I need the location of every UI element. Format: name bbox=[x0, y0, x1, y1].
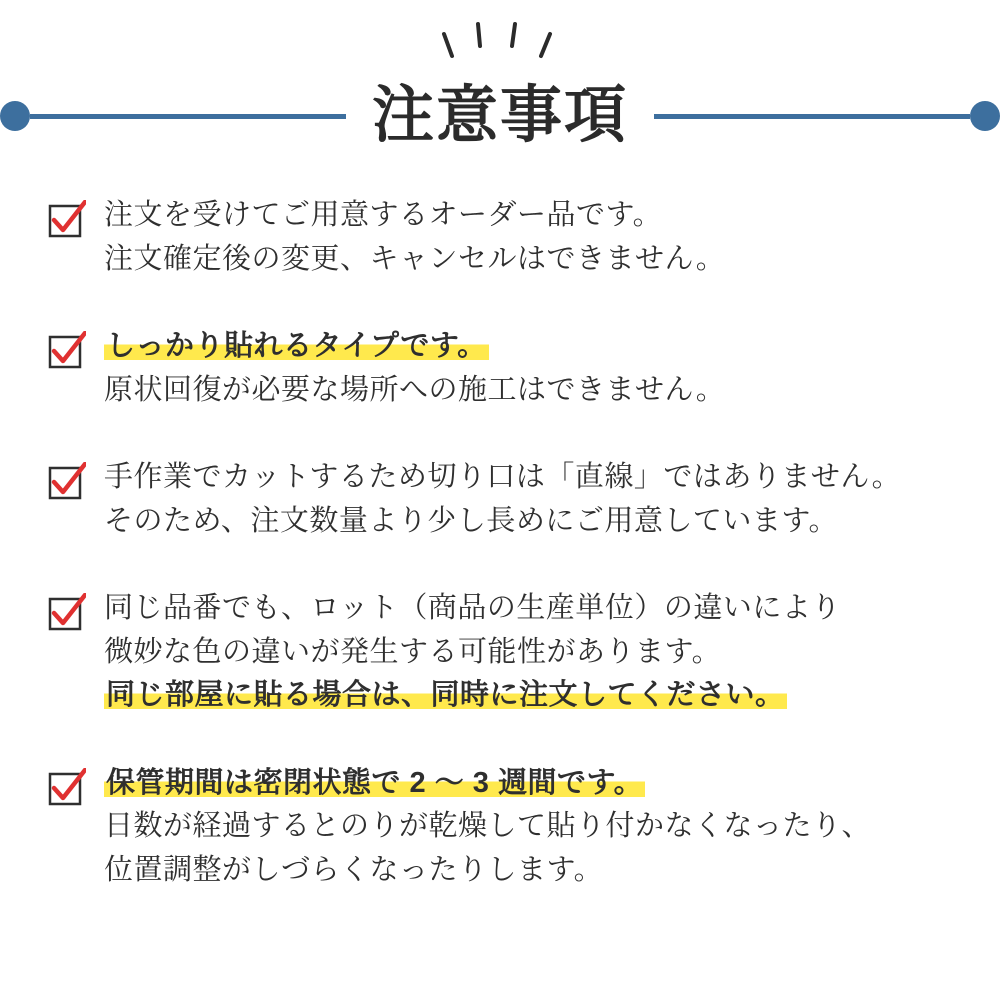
sparkle-icon bbox=[0, 18, 1000, 68]
note-line: 原状回復が必要な場所への施工はできません。 bbox=[104, 373, 726, 406]
checkbox-checked-icon bbox=[48, 768, 86, 806]
list-item bbox=[48, 456, 960, 543]
left-dot-icon bbox=[0, 101, 30, 131]
note-line: そのため、注文数量より少し長めにご用意しています。 bbox=[104, 504, 839, 537]
note-line-highlighted bbox=[104, 325, 960, 369]
note-text bbox=[104, 587, 960, 718]
checkbox-checked-icon bbox=[48, 593, 86, 631]
note-line: 同じ品番でも、ロット（商品の生産単位）の違いにより bbox=[104, 592, 841, 624]
page-title: 注意事項 bbox=[372, 81, 629, 150]
list-item bbox=[48, 325, 960, 412]
checkbox-checked-icon bbox=[48, 462, 86, 500]
note-text bbox=[104, 456, 960, 543]
note-line: 日数が経過するとのりが乾燥して貼り付かなくなったり、 bbox=[104, 810, 872, 842]
note-line: 位置調整がしづらくなったりします。 bbox=[104, 853, 604, 886]
list-item bbox=[48, 762, 960, 893]
note-text bbox=[104, 194, 960, 281]
title-rule-row bbox=[0, 81, 1000, 150]
note-line: 注文確定後の変更、キャンセルはできません。 bbox=[104, 242, 726, 275]
left-rule bbox=[30, 114, 346, 119]
note-line: 注文を受けてご用意するオーダー品です。 bbox=[104, 199, 663, 231]
note-line-highlighted bbox=[104, 762, 960, 806]
list-item bbox=[48, 587, 960, 718]
note-line: 微妙な色の違いが発生する可能性があります。 bbox=[104, 635, 722, 668]
right-rule bbox=[654, 114, 970, 119]
highlight-text: 保管期間は密閉状態で 2 〜 3 週間です。 bbox=[106, 766, 644, 799]
right-dot-icon bbox=[970, 101, 1000, 131]
note-text bbox=[104, 762, 960, 893]
notes-list bbox=[0, 194, 1000, 892]
list-item bbox=[48, 194, 960, 281]
note-text bbox=[104, 325, 960, 412]
highlight-text: しっかり貼れるタイプです。 bbox=[106, 330, 487, 362]
checkbox-checked-icon bbox=[48, 331, 86, 369]
highlight-text: 同じ部屋に貼る場合は、同時に注文してください。 bbox=[106, 679, 785, 711]
page-header bbox=[0, 0, 1000, 170]
note-line-highlighted bbox=[104, 674, 960, 718]
checkbox-checked-icon bbox=[48, 200, 86, 238]
note-line: 手作業でカットするため切り口は「直線」ではありません。 bbox=[104, 461, 902, 493]
